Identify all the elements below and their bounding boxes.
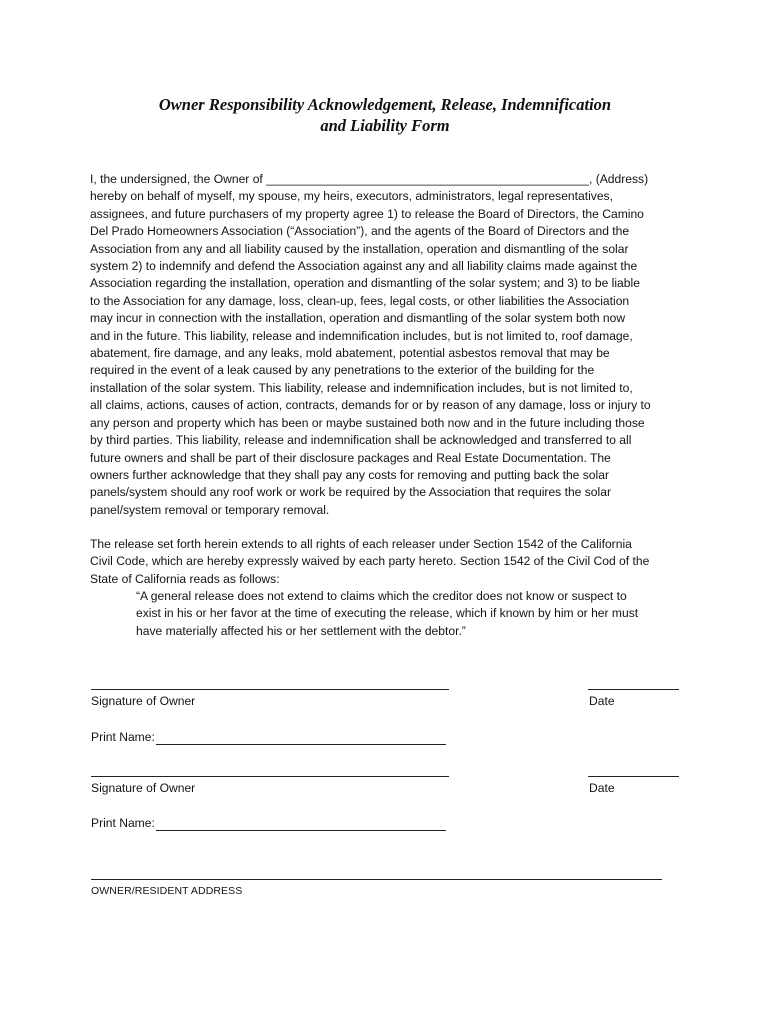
paragraph-line: and in the future. This liability, release and indemnification includes, but is not limited to, roof damage, [90, 328, 633, 343]
section-1542-paragraph [90, 536, 680, 588]
signature-label-2: Signature of Owner [91, 781, 196, 795]
paragraph-line: all claims, actions, causes of action, contracts, demands for or by reason of any damage, loss or injury to [90, 398, 651, 413]
signature-label-1: Signature of Owner [91, 694, 196, 708]
paragraph-line: State of California reads as follows: [90, 571, 280, 586]
print-name-field-2[interactable] [91, 815, 446, 831]
paragraph-line: any person and property which has been or maybe sustained both now and in the future including those [90, 415, 645, 430]
paragraph-line: Civil Code, which are hereby expressly waived by each party hereto. Section 1542 of the Civil Cod of the [90, 554, 650, 569]
paragraph-line: abatement, fire damage, and any leaks, mold abatement, potential asbestos removal that may be [90, 346, 610, 361]
paragraph-line: by third parties. This liability, release and indemnification shall be acknowledged and transferred to all [90, 433, 632, 448]
paragraph-line: assignees, and future purchasers of my property agree 1) to release the Board of Directors, the Camino [90, 206, 644, 221]
paragraph-line: panels/system should any roof work or work be required by the Association that requires the solar [90, 485, 611, 500]
paragraph-line: hereby on behalf of myself, my spouse, my heirs, executors, administrators, legal representatives, [90, 189, 613, 204]
quote-line: exist in his or her favor at the time of executing the release, which if known by him or her must [136, 606, 639, 621]
signature-line-1[interactable] [91, 689, 449, 690]
paragraph-line: future owners and shall be part of their disclosure packages and Real Estate Documentation. The [90, 450, 611, 465]
signature-line-2[interactable] [91, 776, 449, 777]
paragraph-line: The release set forth herein extends to all rights of each releaser under Section 1542 of the California [90, 537, 632, 551]
title-line-1: Owner Responsibility Acknowledgement, Release, Indemnification [158, 95, 612, 114]
date-label-1: Date [589, 694, 615, 708]
paragraph-line: installation of the solar system. This liability, release and indemnification includes, but is not limited to, [90, 380, 633, 395]
print-name-label-1: Print Name: [91, 730, 155, 744]
paragraph-line: owners further acknowledge that they shall pay any costs for removing and putting back the solar [90, 467, 609, 482]
print-name-line-1[interactable] [156, 732, 446, 745]
paragraph-line: Del Prado Homeowners Association (“Association”), and the agents of the Board of Directors and the [90, 224, 630, 239]
address-label: OWNER/RESIDENT ADDRESS [91, 885, 243, 897]
paragraph-line: may incur in connection with the installation, operation and dismantling of the solar system both now [90, 311, 626, 326]
print-name-line-2[interactable] [156, 818, 446, 831]
paragraph-line: I, the undersigned, the Owner of ________________________________________________, (Address) [90, 172, 649, 186]
quote-line: “A general release does not extend to claims which the creditor does not know or suspect to [136, 589, 627, 603]
quote-line: have materially affected his or her settlement with the debtor.” [136, 623, 466, 638]
title-line-2: and Liability Form [320, 116, 450, 135]
paragraph-line: required in the event of a leak caused by any penetrations to the exterior of the building for the [90, 363, 595, 378]
print-name-label-2: Print Name: [91, 816, 155, 830]
release-paragraph [90, 171, 680, 519]
print-name-field-1[interactable] [91, 729, 446, 745]
paragraph-line: system 2) to indemnify and defend the Association against any and all liability claims made against the [90, 259, 638, 274]
address-line[interactable] [91, 879, 662, 880]
date-line-2[interactable] [588, 776, 679, 777]
date-label-2: Date [589, 781, 615, 795]
paragraph-line: Association from any and all liability caused by the installation, operation and dismantling of the solar [90, 241, 629, 256]
civil-code-quote [136, 588, 686, 640]
paragraph-line: Association regarding the installation, operation and dismantling of the solar system; and 3) to be liable [90, 276, 640, 291]
paragraph-line: to the Association for any damage, loss, clean-up, fees, legal costs, or other liabilities the Association [90, 293, 630, 308]
form-title [90, 94, 680, 136]
paragraph-line: panel/system removal or temporary removal. [90, 502, 330, 517]
date-line-1[interactable] [588, 689, 679, 690]
